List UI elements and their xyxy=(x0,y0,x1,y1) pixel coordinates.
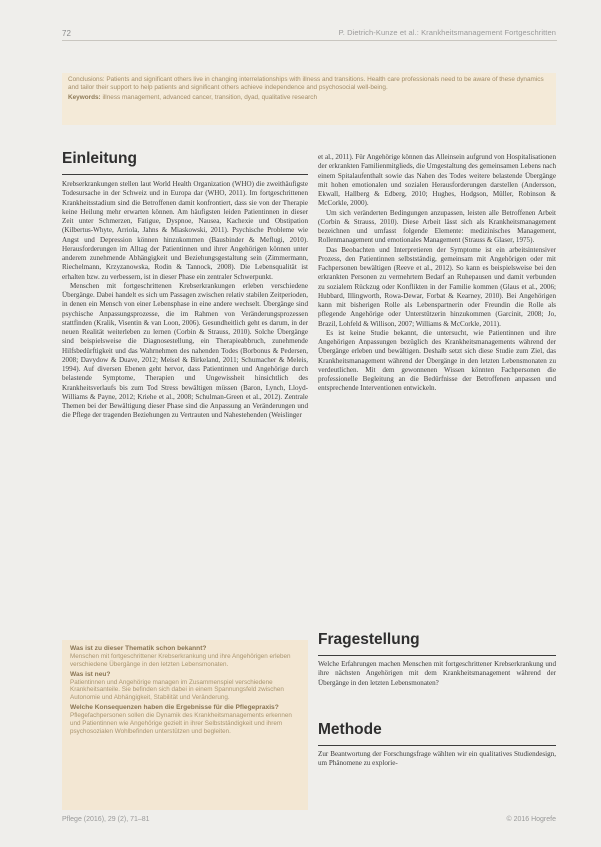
info-question: Was ist neu? xyxy=(70,670,111,678)
section-heading-methode: Methode xyxy=(318,721,382,738)
footer-citation: Pflege (2016), 29 (2), 71–81 xyxy=(62,816,150,823)
running-head: P. Dietrich-Kunze et al.: Krankheitsmanagement Fortgeschritten xyxy=(338,28,556,37)
heading-rule xyxy=(318,655,556,656)
info-question: Welche Konsequenzen haben die Ergebnisse für die Pflegepraxis? xyxy=(70,703,279,711)
right-column xyxy=(318,153,556,394)
info-answer: Patientinnen und Angehörige managen im Zusammenspiel verschiedene Krankheitsanteile. Sie befinden sich dabei in einem Spannungsfeld zwischen Autonomie und Abhängigkeit, Stabilität und Veränderung. xyxy=(70,678,284,702)
info-answer: Menschen mit fortgeschrittener Krebserkrankung und ihre Angehörigen erleben verschiedene Übergänge in den letzten Lebensmonaten. xyxy=(70,653,291,668)
abstract-box xyxy=(62,73,556,125)
section-heading-fragestellung: Fragestellung xyxy=(318,631,420,648)
body-paragraph: Krebserkrankungen stellen laut World Health Organization (WHO) die zweithäufigste Todesursache in der Schweiz und in Europa dar (WHO, 2011). Im fortgeschrittenen Krankheitsstadium sind die Betroffenen damit konfrontiert, dass sie von der Therapie keine Heilung mehr erwarten können. Am häufigsten leiden Patientinnen in dieser Zeit unter Schmerzen, Fatigue, Dyspnoe, Nausea, Kachexie und Obstipation (Kilbertus-Whyte, Arriola, Jahns & Miaskowski, 2011). Psychische Probleme wie Angst und Depression können hinzukommen (Bausbinder & Meflugi, 2010). Herausforderungen im Alltag der Patientinnen und ihrer Angehörigen können unter anderem zunehmende Abhängigkeit und Beziehungsgestaltung sein (Zimmermann, Riechelmann, Krzyzanowska, Rodin & Tannock, 2008). Die Lebensqualität ist erhalten bzw. zu verbessern, ist in dieser Phase ein zentraler Schwerpunkt. xyxy=(62,180,308,281)
body-paragraph: Menschen mit fortgeschrittenen Krebserkrankungen erleben verschiedene Übergänge. Dabei handelt es sich um Passagen zwischen relativ stabilen Zeitperioden, in denen ein Mensch von einer Lebensphase in eine andere wechselt. Übergänge sind psychische Anpassungsprozesse, die im Rahmen von Veränderungsprozessen stattfinden (Kralik, Visentin & van Loon, 2006). Gesundheitlich geht es darum, in der neuen Realität weiterleben zu lernen (Corbin & Strauss, 2010). Solche Übergänge sind beispielsweise die Diagnosestellung, ein Therapieabbruch, zunehmende Hilfsbedürftigkeit und das Wahrnehmen des nahenden Todes (Borbonus & Pedersen, 2008; Davydow & Duave, 2012; Meisel & Birkeland, 2011; Schumacher & Meleis, 1994). Auf diversen Ebenen geht hervor, dass Patientinnen und Angehörige durch belastende Symptome, Therapien und Ungewissheit hinsichtlich des Krankheitsverlaufs bis zum Tod Stress bewältigen müssen (Baron, Lynch, Lloyd-Williams & Payne, 2012; Kriehe et al., 2008; Schulman-Green et al., 2012). Zentrale Themen bei der Bewältigung dieser Phase sind die Anpassung an Veränderungen und die Pflege der tragenden Beziehungen zu Vertrauten und Nahestehenden (Weislinger xyxy=(62,281,308,420)
page-number: 72 xyxy=(62,29,71,38)
keywords-label: Keywords: xyxy=(68,93,101,101)
keywords-text: illness management, advanced cancer, transition, dyad, qualitative research xyxy=(102,93,318,101)
methode-section xyxy=(318,721,556,746)
info-question: Was ist zu dieser Thematik schon bekannt? xyxy=(70,645,207,652)
footer-copyright: © 2016 Hogrefe xyxy=(506,816,556,823)
section-heading-einleitung: Einleitung xyxy=(62,150,137,167)
keywords-line xyxy=(68,94,550,102)
body-paragraph: Das Beobachten und Interpretieren der Symptome ist ein arbeitsintensiver Prozess, den Patientinnen selbstständig, gemeinsam mit Angehörigen oder mit Fachpersonen bewältigen (Reeve et al., 2012). So kann es beispielsweise bei den erkrankten Personen zu vermehrtem Bedarf an Ruhepausen und damit verbunden zu sozialem Rückzug oder Konflikten in der Familie kommen (Glaus et al., 2006; Hubbard, Illingworth, Rowa-Dewar, Forbat & Kearney, 2010). Bei Angehörigen kann mit bisherigen Rolle als Lebenspartnerin oder Freundin die Rolle als pflegende Angehörige oder Unterstützerin hinzukommen (Garcinit, 2008; Jo, Brazil, Lohfeld & Willison, 2007; Williams & McCorkle, 2011). xyxy=(318,245,556,328)
methode-text: Zur Beantwortung der Forschungsfrage wählten wir ein qualitatives Studiendesign, um Phänomene zu explorie- xyxy=(318,750,556,768)
fragestellung-section xyxy=(318,631,556,656)
header-rule xyxy=(62,40,557,41)
info-box xyxy=(62,640,308,810)
abstract-text: Conclusions: Patients and significant others live in changing interrelationships with illness and transitions. Health care professionals need to be aware of these dynamics and tailor their support to help patients and significant others achieve independence and psychosocial well-being. xyxy=(68,76,544,92)
fragestellung-text: Welche Erfahrungen machen Menschen mit fortgeschrittener Krebserkrankung und ihre nächsten Angehörigen mit dem Krankheitsmanagement während der Übergänge in den letzten Lebensmonaten? xyxy=(318,660,556,687)
info-answer: Pflegefachpersonen sollen die Dynamik des Krankheitsmanagements erkennen und Patientinnen wie Angehörige gezielt in ihrer Selbstständigkeit und ihrem psychosozialen Wohlbefinden unterstützen und begleiten. xyxy=(70,711,292,735)
heading-rule xyxy=(318,745,556,746)
body-paragraph: Es ist keine Studie bekannt, die untersucht, wie Patientinnen und ihre Angehörigen Anpassungen bezüglich des Krankheitsmanagements während der Übergänge erleben und bewältigen. Deshalb setzt sich diese Studie zum Ziel, das Krankheitsmanagement während der Übergänge in den letzten Lebensmonaten zu verdeutlichen. Mit dem gewonnenen Wissen könnten Fachpersonen die professionelle Begleitung an die Bedürfnisse der Betroffenen anpassen und entsprechende Interventionen entwickeln. xyxy=(318,328,556,393)
body-paragraph: et al., 2011). Für Angehörige können das Alleinsein aufgrund von Hospitalisationen der erkrankten Familienmitglieds, die Umgestaltung des gemeinsamen Lebens nach einem Spitalaufenthalt sowie das Nahen des Todes weitere belastende Übergänge mit hohen emotionalen und sozialen Herausforderungen darstellen (Andersson, Ekwall, Hallberg & Edberg, 2010; Hughes, Hodgson, Müller, Robinson & McCorkle, 2000). xyxy=(318,153,556,208)
body-paragraph: Um sich veränderten Bedingungen anzupassen, leisten alle Betroffenen Arbeit (Corbin & Strauss, 2010). Diese Arbeit lässt sich als Krankheitsmanagement bezeichnen und umfasst folgende Elemente: medizinisches Management, Rollenmanagement und emotionales Management (Strauss & Glaser, 1975). xyxy=(318,208,556,245)
left-column xyxy=(62,150,308,421)
heading-rule xyxy=(62,174,308,175)
